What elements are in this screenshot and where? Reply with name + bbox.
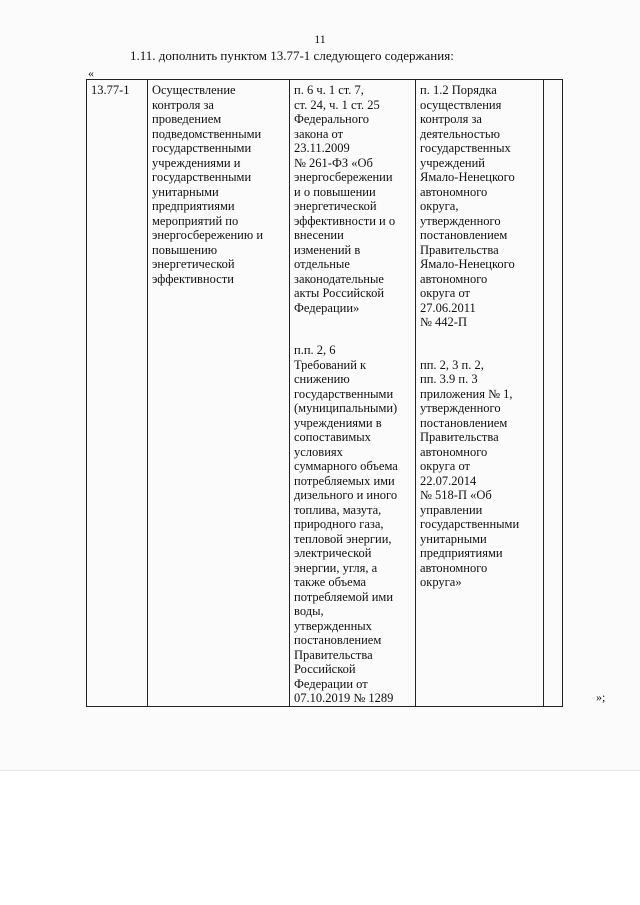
legal-basis-federal-law: п. 6 ч. 1 ст. 7, ст. 24, ч. 1 ст. 25 Федерального закона от 23.11.2009 № 261-ФЗ «Об энергосбережении и о повышении энергетической эффективности и о внесении изменений в отдельные законодательные акты Российской Федерации» [294,83,396,315]
amendment-table [86,79,563,707]
item-name-cell [148,80,290,707]
table-row [87,80,563,707]
regional-act-enterprise-management: пп. 2, 3 п. 2, пп. 3.9 п. 3 приложения № 1, утвержденного постановлением Правительства автономного округа от 22.07.2014 № 518-П «Об управлении государственными унитарными предприятиями автономного округа» [420,357,520,589]
legal-basis-requirements: п.п. 2, 6 Требований к снижению государственными (муниципальными) учреждениями в сопоставимых условиях суммарного объема потребляемых ими дизельного и иного топлива, мазута, природного газа, тепловой энергии, электрической энергии, угля, а также объема потребляемой ими воды, утвержденных постановлением Правительства Российской Федерации от 07.10.2019 № 1289 [294,343,398,705]
amendment-heading: 1.11. дополнить пунктом 13.77-1 следующего содержания: [130,48,454,63]
regional-act-control-order: п. 1.2 Порядка осуществления контроля за деятельностью государственных учреждений Ямало-Ненецкого автономного округа, утвержденного постановлением Правительства Ямало-Ненецкого автономного округа от 27.06.2011 № 442-П [420,83,515,329]
regional-act-cell [416,80,544,707]
item-number-cell [87,80,148,707]
page-number: 11 [314,32,326,46]
opening-quote: « [88,66,94,80]
empty-cell [544,80,563,707]
item-number: 13.77-1 [91,83,130,97]
legal-basis-cell [290,80,416,707]
item-name: Осуществление контроля за проведением подведомственными государственными учреждениями и государственными унитарными предприятиями мероприятий по энергосбережению и повышению энергетической эффективности [152,83,264,286]
closing-quote: »; [596,690,606,704]
